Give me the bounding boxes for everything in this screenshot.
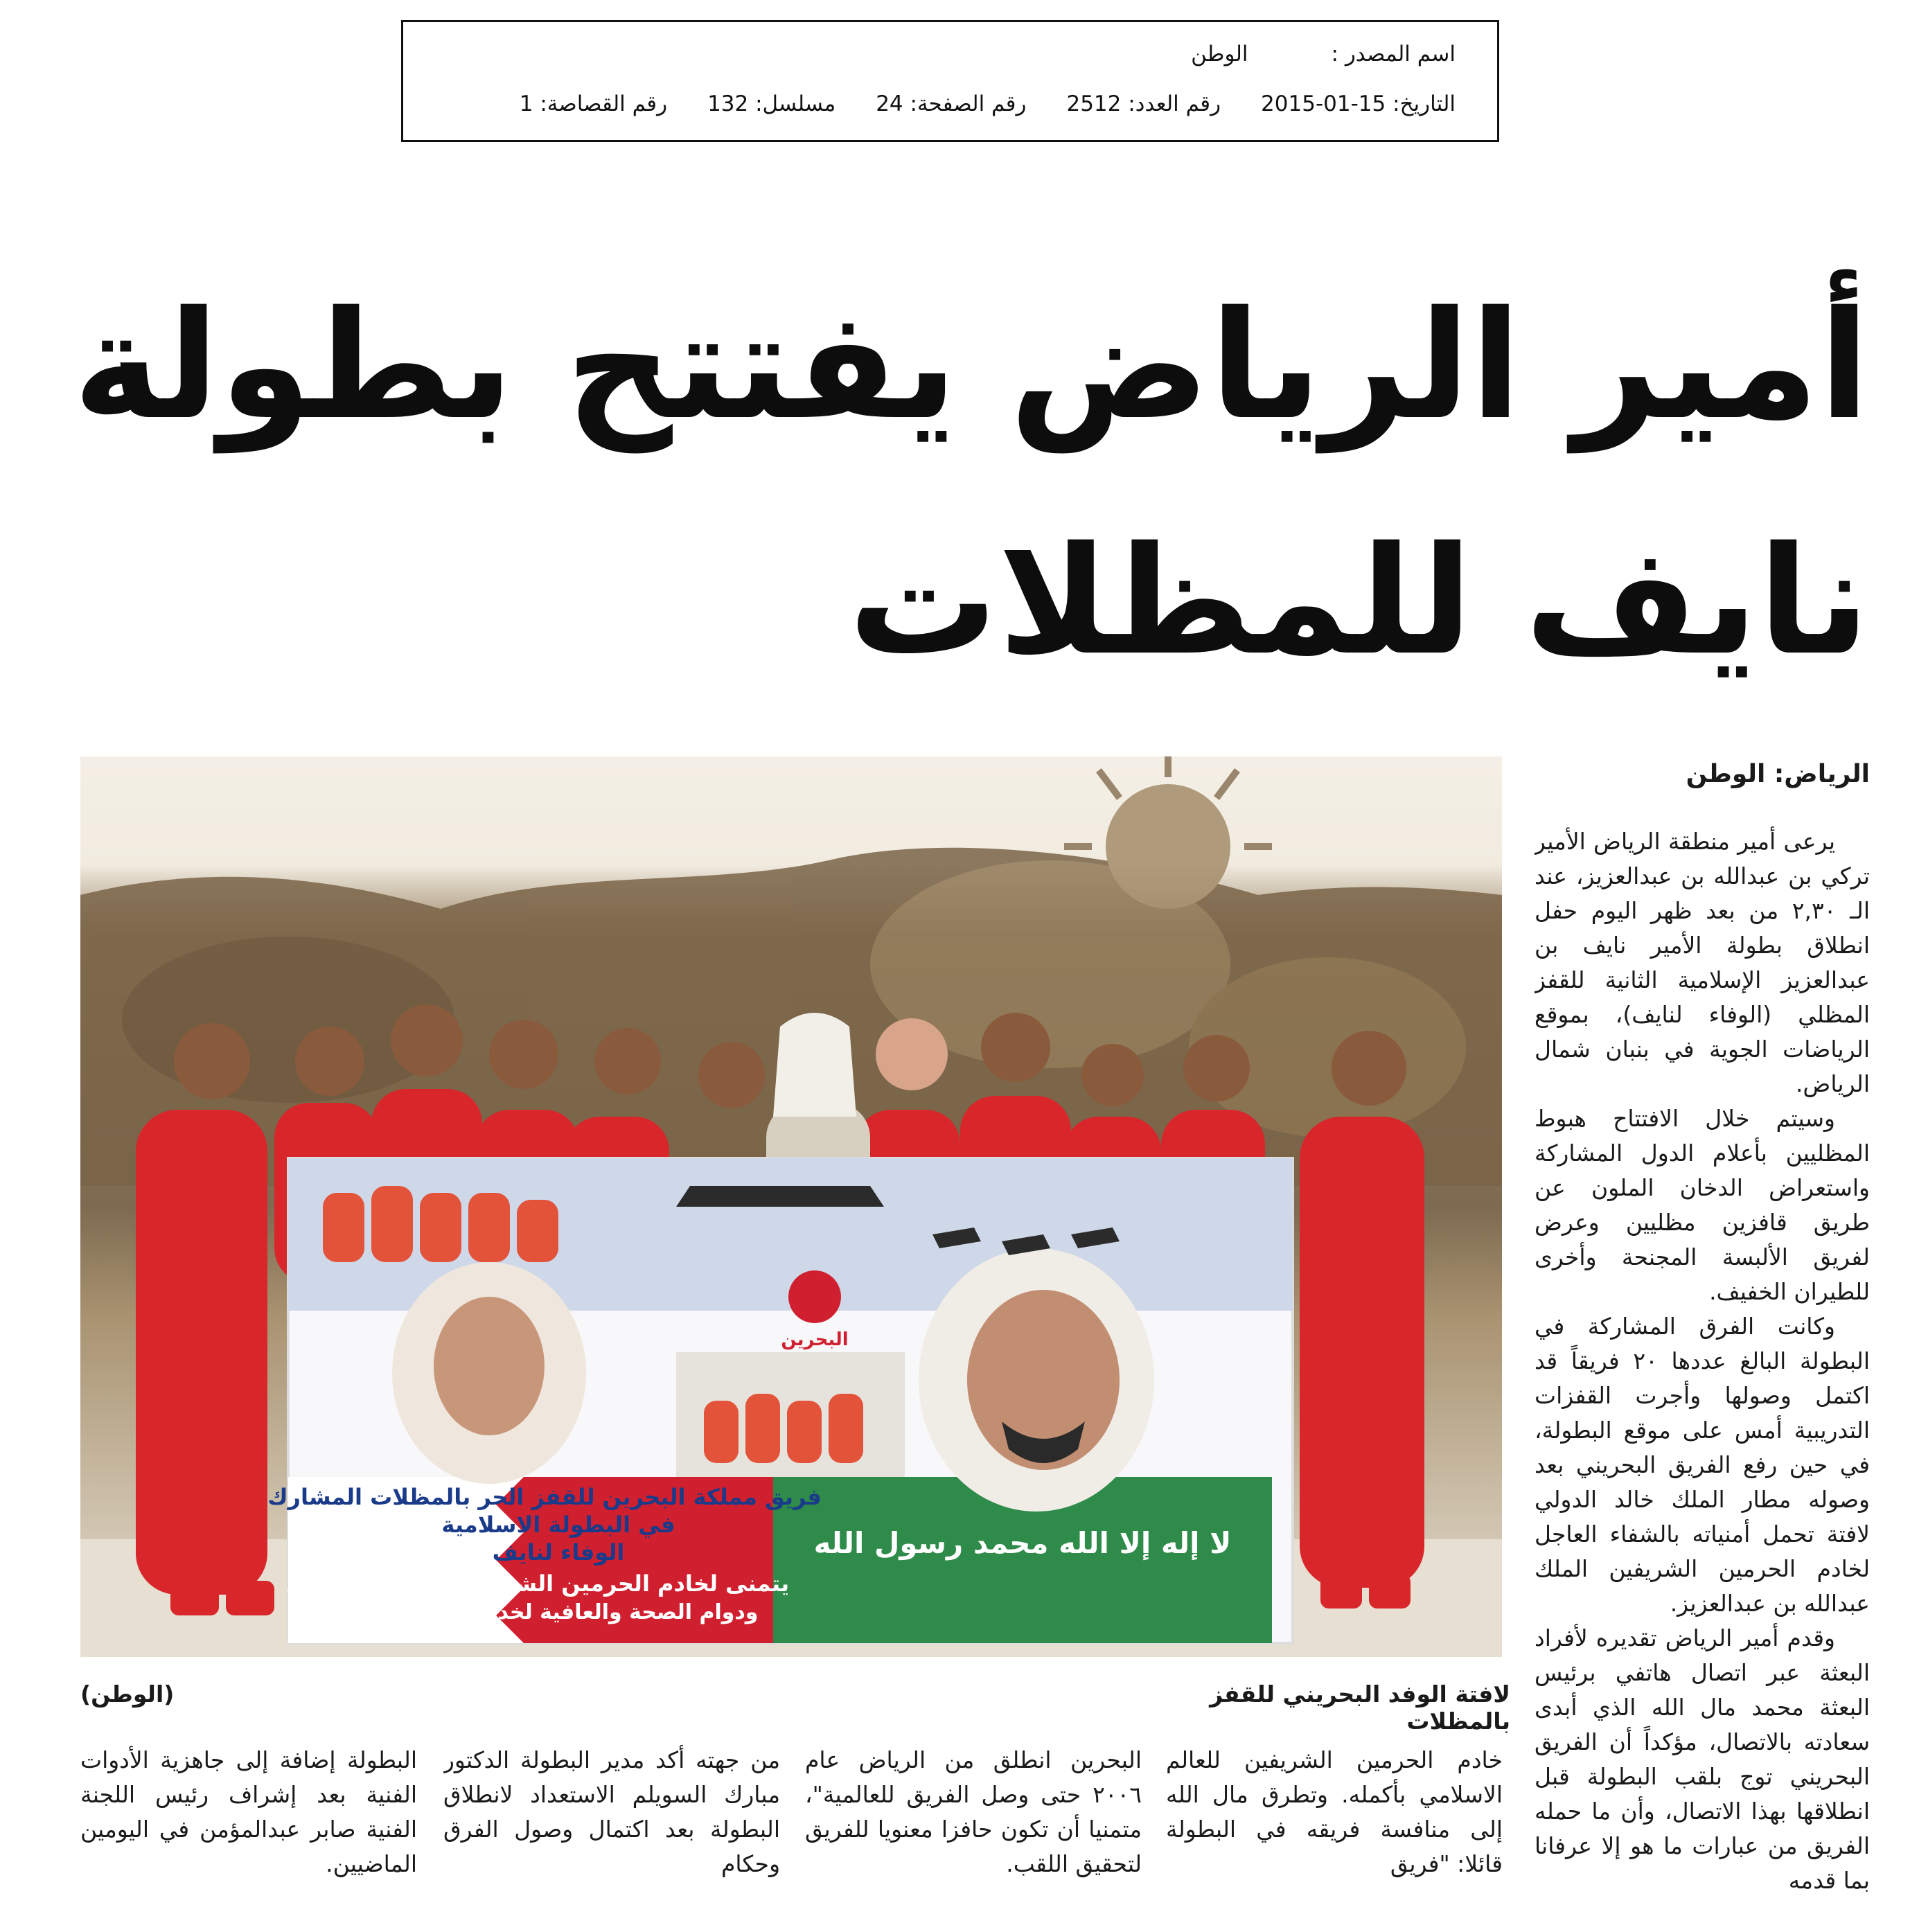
banner-line-4: يتمنى لخادم الحرمين الشريفين الشفاء العاجل	[285, 1570, 790, 1597]
paragraph: وكانت الفرق المشاركة في البطولة البالغ عددها ٢٠ فريقاً قد اكتمل وصولها وأجرت القفزات التدريبية أمس على موقع البطولة، في حين رفع الفريق البحريني بعد وصوله مطار الملك خالد الدولي لافتة تحمل أمنياته بالشفاء العاجل لخادم الحرمين الشريفين الملك عبدالله بن عبدالعزيز.	[1535, 1313, 1870, 1617]
paragraph: وسيتم خلال الافتتاح هبوط المظليين بأعلام الدول المشاركة واستعراض الدخان الملون عن طريق قافزين مظليين وعرض لفريق الألبسة المجنحة وأخرى للطيران الخفيف.	[1535, 1105, 1870, 1305]
photo-illustration	[80, 756, 1502, 1657]
banner-line-3: الوفاء لنايف	[492, 1539, 625, 1566]
photo-caption: لافتة الوفد البحريني للقفز بالمظلات	[1210, 1681, 1510, 1735]
serial-field: مسلسل: 132	[707, 91, 836, 116]
article-main-column	[1535, 824, 1870, 1926]
article-column-3: من جهته أكد مدير البطولة الدكتور مبارك السويلم الاستعداد لانطلاق البطولة بعد اكتمال وصول الفرق وحكام	[443, 1746, 780, 1877]
issue-row	[445, 91, 1456, 116]
photo-credit: (الوطن)	[80, 1681, 175, 1708]
headline-line-2: نايف للمظلات	[848, 514, 1870, 688]
article-column-2: البحرين انطلق من الرياض عام ٢٠٠٦ حتى وصل الفريق للعالمية"، متمنيا أن تكون حافزا معنويا للفريق لتحقيق اللقب.	[805, 1746, 1142, 1877]
banner-brand: البحرين	[781, 1329, 849, 1350]
source-value: الوطن	[1191, 42, 1248, 67]
article-column-4: البطولة إضافة إلى جاهزية الأدوات الفنية بعد إشراف رئيس اللجنة الفنية صابر عبدالمؤمن في اليومين الماضيين.	[80, 1746, 417, 1877]
issue-number-field: رقم العدد: 2512	[1066, 91, 1221, 116]
clip-number-field: رقم القصاصة: 1	[519, 91, 668, 116]
news-photo	[80, 756, 1502, 1657]
banner-line-5: ودوام الصحة والعافية لخدمة الأمة الاسلامية	[317, 1600, 759, 1624]
source-label: اسم المصدر :	[1331, 42, 1456, 67]
paragraph: وقدم أمير الرياض تقديره لأفراد البعثة عبر اتصال هاتفي برئيس البعثة محمد مال الله الذي أبدى سعادته بالاتصال، مؤكداً أن الفريق البحريني توج بلقب البطولة قبل انطلاقها بهذا الاتصال، وأن ما حمله الفريق من عبارات ما هو إلا عرفانا بما قدمه	[1535, 1624, 1870, 1894]
source-metadata-box	[401, 20, 1499, 142]
byline: الرياض: الوطن	[1686, 760, 1870, 788]
banner-line-1: فريق مملكة البحرين للقفز الحر بالمظلات المشارك	[267, 1484, 822, 1510]
source-row	[445, 42, 1456, 67]
page-number-field: رقم الصفحة: 24	[876, 91, 1027, 116]
banner-line-2: في البطولة الاسلامية	[441, 1512, 675, 1538]
banner-flag-text: لا إله إلا الله محمد رسول الله	[813, 1526, 1232, 1560]
paragraph: يرعى أمير منطقة الرياض الأمير تركي بن عبدالله بن عبدالعزيز، عند الـ ٢,٣٠ من بعد ظهر اليوم حفل انطلاق بطولة الأمير نايف بن عبدالعزيز الإسلامية الثانية للقفز المظلي (الوفاء لنايف)، بموقع الرياضات الجوية في بنبان شمال الرياض.	[1535, 828, 1870, 1097]
headline-line-1: أمير الرياض يفتتح بطولة	[73, 278, 1870, 452]
article-column-1: خادم الحرمين الشريفين للعالم الاسلامي بأكمله. وتطرق مال الله إلى منافسة فريقه في البطولة قائلا: "فريق	[1166, 1746, 1503, 1877]
date-field: التاريخ: 15-01-2015	[1261, 91, 1456, 116]
